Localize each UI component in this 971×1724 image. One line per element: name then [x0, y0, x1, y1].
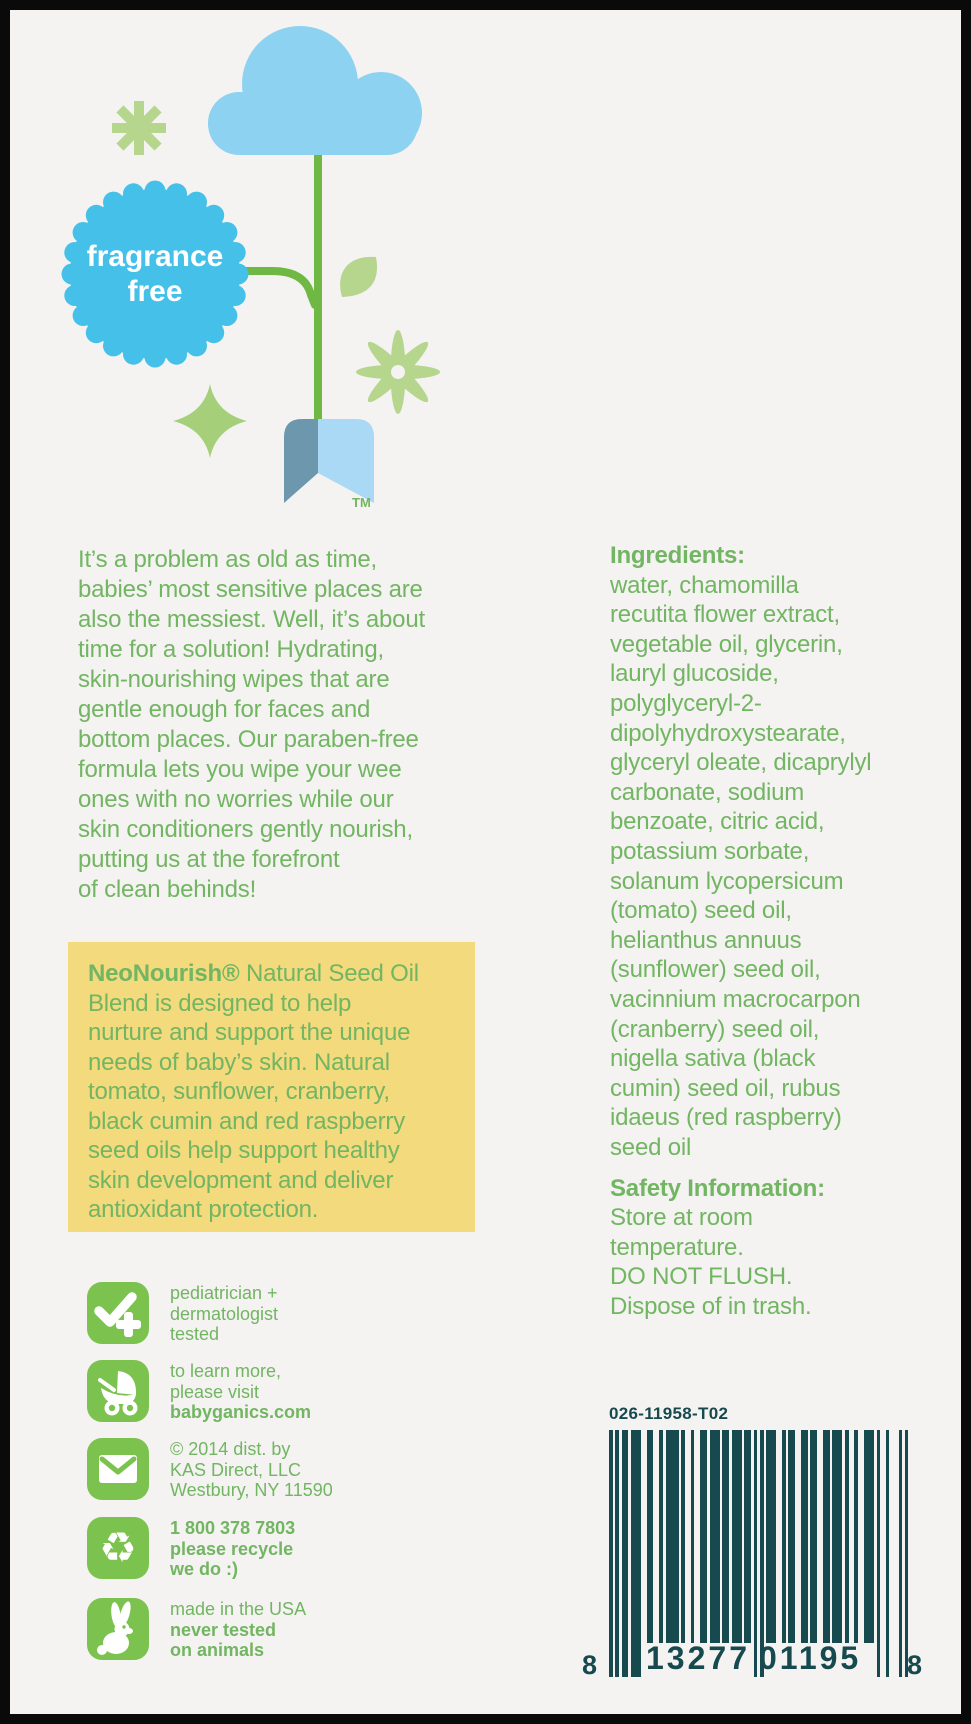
- ingredients-line: potassium sorbate,: [610, 837, 810, 865]
- neonourish-panel: [68, 942, 475, 1232]
- neonourish-line: Blend is designed to help: [88, 989, 352, 1017]
- footer-line: Westbury, NY 11590: [170, 1480, 333, 1500]
- intro-line: of clean behinds!: [78, 876, 257, 903]
- barcode-system-digit: 8: [582, 1650, 598, 1680]
- badge-line1: fragrance: [86, 240, 224, 273]
- badge-line2: free: [127, 275, 183, 308]
- ingredients-line: (sunflower) seed oil,: [610, 956, 821, 984]
- envelope-icon: [87, 1438, 149, 1500]
- safety-heading: Safety Information:: [610, 1175, 825, 1202]
- neonourish-line: [88, 959, 475, 989]
- ingredients-line: water, chamomilla: [610, 571, 799, 599]
- footer-line: please visit: [170, 1381, 260, 1402]
- barcode-digits-group2: 01195: [759, 1640, 862, 1676]
- footer-line: please recycle: [170, 1538, 294, 1559]
- intro-line: skin conditioners gently nourish,: [78, 816, 413, 843]
- footer-website: babyganics.com: [170, 1402, 312, 1422]
- intro-line: It’s a problem as old as time,: [78, 546, 378, 573]
- footer-line: dermatologist: [170, 1303, 279, 1324]
- footer-line: never tested: [170, 1619, 277, 1640]
- neonourish-line: tomato, sunflower, cranberry,: [88, 1078, 390, 1105]
- ingredients-line: cumin) seed oil, rubus: [610, 1074, 841, 1102]
- neonourish-line: black cumin and red raspberry: [88, 1107, 406, 1135]
- neonourish-brand: NeoNourish®: [88, 960, 240, 987]
- ingredients-line: lauryl glucoside,: [610, 660, 779, 688]
- neonourish-line: antioxidant protection.: [88, 1196, 319, 1223]
- branch: [242, 271, 315, 305]
- safety-line: Dispose of in trash.: [610, 1292, 812, 1320]
- asterisk-icon: [112, 101, 166, 155]
- ingredients-line: glyceryl oleate, dicaprylyl: [610, 749, 872, 777]
- ingredients-line: recutita flower extract,: [610, 601, 840, 629]
- footer-line: we do :): [170, 1559, 238, 1579]
- ingredients-line: helianthus annuus: [610, 926, 802, 954]
- fragrance-free-badge: [62, 181, 249, 368]
- footer-row-recycle: [87, 1517, 295, 1580]
- ingredients-line: idaeus (red raspberry): [610, 1104, 842, 1132]
- ingredients-line: vacinnium macrocarpon: [610, 985, 861, 1013]
- label-background: [10, 10, 961, 1714]
- cloud-icon: [208, 26, 422, 155]
- stroller-icon: [87, 1360, 149, 1422]
- flower-icon: [356, 330, 440, 414]
- intro-paragraph: [78, 545, 425, 905]
- safety-section: [610, 1174, 825, 1321]
- safety-line: DO NOT FLUSH.: [610, 1263, 793, 1291]
- barcode-digits-group1: 13277: [646, 1640, 750, 1676]
- footer-line: © 2014 dist. by: [170, 1439, 291, 1459]
- ingredients-line: (tomato) seed oil,: [610, 897, 792, 925]
- root-bud-icon: [284, 419, 374, 503]
- plant-illustration: [10, 10, 961, 530]
- neonourish-line: seed oils help support healthy: [88, 1137, 400, 1164]
- neonourish-line: needs of baby’s skin. Natural: [88, 1048, 390, 1076]
- footer-phone: 1 800 378 7803: [170, 1518, 296, 1538]
- safety-line: temperature.: [610, 1233, 744, 1261]
- neonourish-line: nurture and support the unique: [88, 1019, 411, 1046]
- ingredients-line: (cranberry) seed oil,: [610, 1015, 820, 1043]
- safety-line: Store at room: [610, 1204, 753, 1232]
- intro-line: formula lets you wipe your wee: [78, 756, 402, 783]
- intro-line: putting us at the forefront: [78, 846, 340, 873]
- product-code: 026-11958-T02: [609, 1404, 729, 1423]
- ingredients-section: [610, 541, 871, 1162]
- ingredients-line: vegetable oil, glycerin,: [610, 630, 843, 658]
- footer-row-website: [87, 1360, 311, 1423]
- intro-line: time for a solution! Hydrating,: [78, 636, 384, 663]
- leaf-icon: [340, 257, 377, 297]
- rabbit-icon: [87, 1598, 149, 1660]
- footer-row-tested: [87, 1282, 278, 1345]
- trademark-symbol: TM: [352, 495, 371, 510]
- ingredients-line: nigella sativa (black: [610, 1045, 816, 1073]
- stem: [314, 148, 322, 426]
- footer-line: made in the USA: [170, 1599, 307, 1619]
- footer-line: KAS Direct, LLC: [170, 1459, 302, 1480]
- footer-line: pediatrician +: [170, 1283, 278, 1303]
- recycle-icon: [87, 1517, 149, 1579]
- intro-line: bottom places. Our paraben-free: [78, 726, 419, 753]
- ingredients-line: seed oil: [610, 1133, 692, 1161]
- footer-row-distributor: [87, 1438, 333, 1501]
- ingredients-line: carbonate, sodium: [610, 778, 805, 806]
- footer-line: to learn more,: [170, 1361, 282, 1381]
- ingredients-line: polyglyceryl-2-: [610, 689, 762, 717]
- intro-line: gentle enough for faces and: [78, 696, 371, 723]
- svg-text:♻: ♻: [99, 1523, 137, 1572]
- ingredients-heading: Ingredients:: [610, 542, 745, 569]
- check-plus-icon: [87, 1282, 149, 1344]
- intro-line: also the messiest. Well, it’s about: [78, 606, 425, 633]
- ingredients-line: benzoate, citric acid,: [610, 808, 825, 836]
- footer-line: tested: [170, 1324, 220, 1344]
- ingredients-line: dipolyhydroxystearate,: [610, 719, 846, 747]
- intro-line: skin-nourishing wipes that are: [78, 666, 390, 693]
- ingredients-line: solanum lycopersicum: [610, 867, 844, 895]
- footer-row-made-in-usa: [87, 1598, 306, 1661]
- footer-line: on animals: [170, 1640, 265, 1660]
- neonourish-line: skin development and deliver: [88, 1166, 394, 1194]
- sparkle-icon: [173, 384, 247, 458]
- intro-line: ones with no worries while our: [78, 786, 394, 813]
- intro-line: babies’ most sensitive places are: [78, 576, 423, 603]
- barcode-check-digit: 8: [907, 1650, 923, 1680]
- neonourish-line1-rest: Natural Seed Oil: [239, 960, 419, 987]
